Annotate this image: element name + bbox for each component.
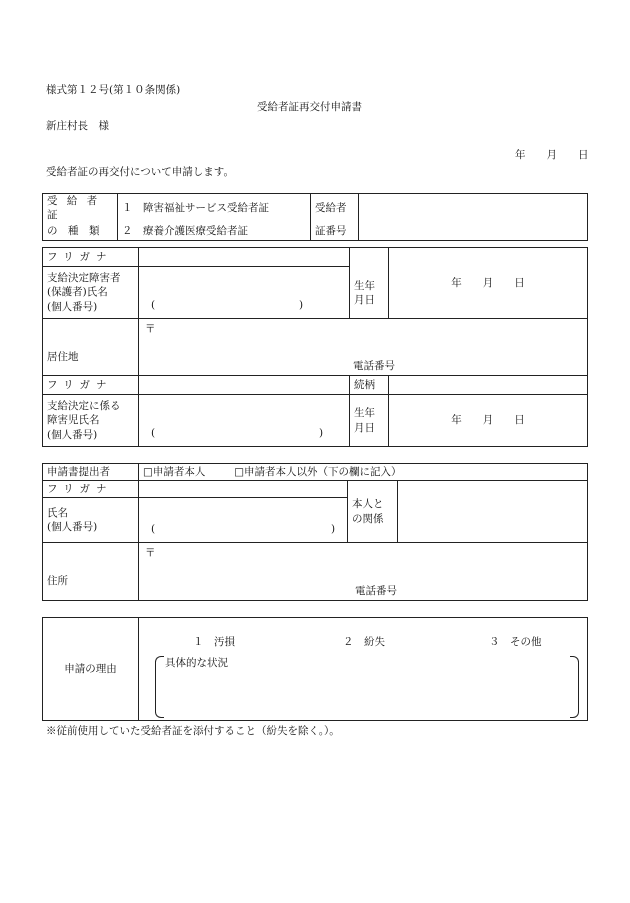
applicant-phone-label: 電話番号 bbox=[353, 359, 395, 372]
submitter-option-self[interactable]: □申請者本人 bbox=[143, 465, 206, 478]
applicant-birth-field[interactable] bbox=[389, 248, 588, 319]
footer-note: ※従前使用していた受給者証を添付すること（紛失を除く。）。 bbox=[46, 725, 340, 737]
applicant-furigana-field[interactable] bbox=[139, 248, 350, 267]
applicant-name-label-3: (個人番号) bbox=[47, 300, 98, 313]
reason-option-lost[interactable]: ２ 紛失 bbox=[343, 636, 385, 648]
child-name-label-2: 障害児氏名 bbox=[47, 414, 100, 427]
child-birth-label bbox=[350, 395, 389, 447]
submitter-id-close: ) bbox=[331, 522, 336, 535]
submitter-postal-mark: 〒 bbox=[145, 547, 156, 559]
certificate-option-medical[interactable]: ２ 療養介護医療受給者証 bbox=[118, 222, 311, 240]
applicant-address-field[interactable] bbox=[139, 319, 588, 376]
addressee: 新庄村長 様 bbox=[46, 120, 109, 132]
submitter-name-label-2: (個人番号) bbox=[47, 521, 98, 533]
applicant-name-label bbox=[43, 267, 139, 319]
child-relation-field[interactable] bbox=[389, 376, 588, 395]
submitter-furigana-label: フリガナ bbox=[43, 481, 139, 498]
child-id-close: ) bbox=[319, 426, 324, 439]
applicant-birth-label-2: 月日 bbox=[354, 294, 375, 306]
submitter-address-text: 住所 bbox=[47, 575, 68, 588]
applicant-address-label bbox=[43, 319, 139, 376]
child-furigana-label: フリガナ bbox=[43, 376, 139, 395]
submitter-address-label bbox=[43, 543, 139, 601]
reason-table bbox=[42, 617, 588, 721]
postal-mark: 〒 bbox=[145, 323, 156, 335]
applicant-id-open: ( bbox=[151, 298, 156, 311]
applicant-furigana-label: フリガナ bbox=[43, 248, 139, 267]
submitter-option-other[interactable]: □申請者本人以外（下の欄に記入） bbox=[234, 465, 402, 478]
applicant-name-field[interactable] bbox=[139, 267, 350, 319]
certificate-type-label: 受 給 者 証 bbox=[43, 194, 118, 223]
applicant-birth-label-1: 生年 bbox=[354, 279, 375, 292]
certificate-number-field[interactable] bbox=[359, 194, 588, 241]
applicant-name-label-1: 支給決定障害者 bbox=[47, 272, 121, 285]
form-number: 様式第１２号(第１０条関係) bbox=[46, 84, 181, 96]
applicant-id-close: ) bbox=[299, 298, 304, 311]
submitter-phone-label: 電話番号 bbox=[355, 584, 397, 597]
reason-detail-label: 具体的な状況 bbox=[165, 657, 228, 669]
submitter-table bbox=[42, 463, 588, 601]
child-name-label-1: 支給決定に係る bbox=[47, 400, 121, 413]
applicant-birth-label bbox=[350, 248, 389, 319]
reason-label: 申請の理由 bbox=[43, 618, 139, 721]
child-birth-label-2: 月日 bbox=[354, 421, 375, 434]
submitter-name-label-1: 氏名 bbox=[47, 506, 68, 519]
submitter-relation-label-2: の関係 bbox=[352, 512, 384, 525]
child-id-open: ( bbox=[151, 426, 156, 439]
submitter-label: 申請書提出者 bbox=[43, 464, 139, 481]
child-birth-value: 年 月 日 bbox=[451, 414, 525, 427]
applicant-table bbox=[42, 247, 588, 447]
submitter-relation-label-1: 本人と bbox=[352, 498, 384, 511]
child-birth-label-1: 生年 bbox=[354, 407, 375, 420]
detail-bracket-left bbox=[155, 656, 164, 718]
submitter-relation-label bbox=[348, 481, 398, 543]
child-relation-label: 続柄 bbox=[350, 376, 389, 395]
child-name-field[interactable] bbox=[139, 395, 350, 447]
intro-text: 受給者証の再交付について申請します。 bbox=[46, 166, 234, 178]
submitter-options bbox=[139, 464, 588, 481]
child-birth-field[interactable] bbox=[389, 395, 588, 447]
reason-option-other[interactable]: ３ その他 bbox=[489, 636, 542, 648]
submitter-id-open: ( bbox=[151, 522, 156, 535]
detail-bracket-right bbox=[570, 656, 579, 718]
submitter-furigana-field[interactable] bbox=[139, 481, 348, 498]
reason-option-soiled[interactable]: １ 汚損 bbox=[193, 636, 235, 648]
certificate-option-welfare[interactable]: １ 障害福祉サービス受給者証 bbox=[118, 194, 311, 223]
address-label-text: 居住地 bbox=[47, 350, 79, 363]
submitter-name-field[interactable] bbox=[139, 498, 348, 543]
submitter-address-field[interactable] bbox=[139, 543, 588, 601]
child-name-label-3: (個人番号) bbox=[47, 428, 98, 441]
certificate-type-table bbox=[42, 193, 588, 241]
certificate-type-label-2: の 種 類 bbox=[43, 222, 118, 240]
form-title: 受給者証再交付申請書 bbox=[257, 101, 362, 113]
date-line[interactable]: 年 月 日 bbox=[515, 149, 589, 161]
applicant-birth-value: 年 月 日 bbox=[451, 276, 525, 289]
applicant-name-label-2: (保護者)氏名 bbox=[47, 286, 108, 299]
submitter-relation-field[interactable] bbox=[398, 481, 588, 543]
certificate-number-label: 受給者 bbox=[311, 194, 359, 223]
child-name-label bbox=[43, 395, 139, 447]
certificate-number-label-2: 証番号 bbox=[311, 222, 359, 240]
reason-field[interactable] bbox=[139, 618, 588, 721]
submitter-name-label bbox=[43, 498, 139, 543]
child-furigana-field[interactable] bbox=[139, 376, 350, 395]
